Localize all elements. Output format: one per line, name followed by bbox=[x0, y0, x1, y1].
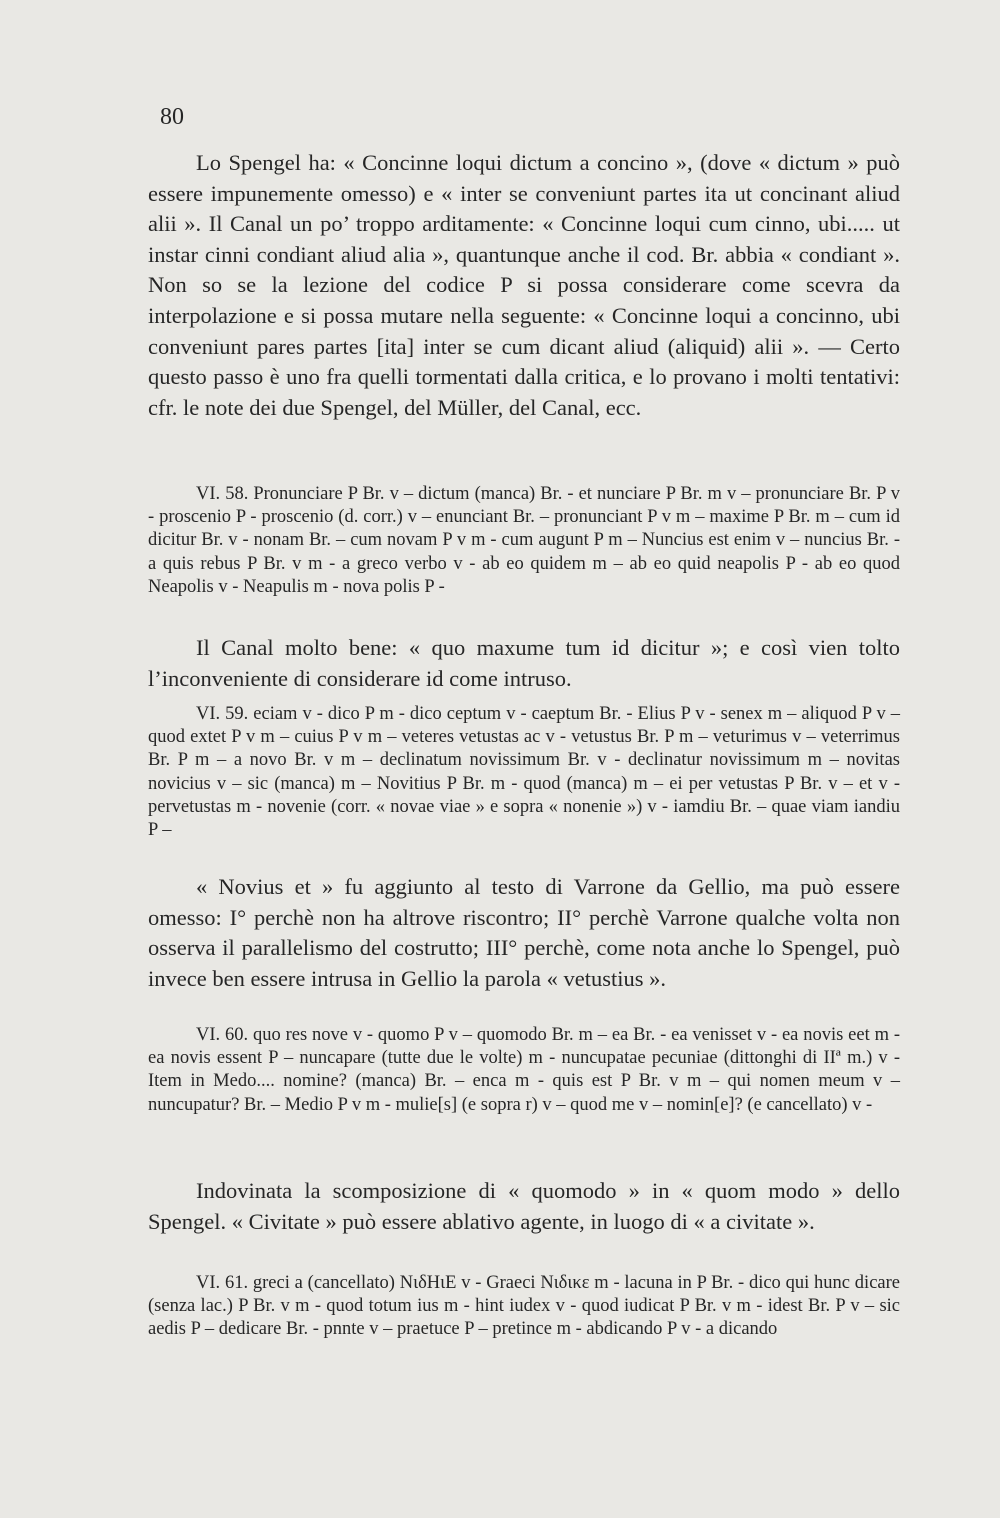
paragraph-text: Il Canal molto bene: « quo maxume tum id dicitur »; e così vien tolto l’inconveniente di considerare id come intruso. bbox=[148, 635, 900, 691]
apparatus-vi-59 bbox=[148, 703, 900, 842]
apparatus-text: VI. 58. Pronunciare P Br. v – dictum (manca) Br. - et nunciare P Br. m v – pronunciare Br. P v - proscenio P - proscenio (d. corr.) v – enunciant Br. – pronunciant P v m – maxime P Br. m – cum id dicitur Br. v - nonam Br. – cum novam P v m - cum augunt P m – Nuncius est enim v – nuncius Br. - a quis rebus P Br. v m - a greco verbo v - ab eo quidem m – ab eo quid neapolis P - ab eo quod Neapolis v - Neapulis m - nova polis P - bbox=[148, 484, 900, 597]
apparatus-text: VI. 59. eciam v - dico P m - dico ceptum v - caeptum Br. - Elius P v - senex m – aliquod P v – quod extet P v m – cuius P v m – veteres vetustas ac v - vetustus Br. P m – veturimus v – veterrimus Br. P m – a novo Br. v m – declinatum novissimum Br. v - declinatur novissimum m – novitas novicius v – sic (manca) m – Novitius P Br. m - quod (manca) m – ei per vetustas P Br. v – et v - pervetustas m - novenie (corr. « novae viae » e sopra « nonenie ») v - iamdiu Br. – quae viam iandiu P – bbox=[148, 704, 900, 841]
paragraph-quomodo bbox=[148, 1176, 900, 1237]
paragraph-novius bbox=[148, 872, 900, 994]
page-number: 80 bbox=[160, 104, 184, 130]
apparatus-text: VI. 61. greci a (cancellato) ΝιδΗιΕ v - Graeci Νιδικε m - lacuna in P Br. - dico qui hunc dicare (senza lac.) P Br. v m - quod totum ius m - hint iudex v - quod iudicat P Br. v m - idest Br. P v – sic aedis P – dedicare Br. - pnnte v – praetuce P – pretince m - abdicando P v - a dicando bbox=[148, 1273, 900, 1340]
paragraph-text: Lo Spengel ha: « Concinne loqui dictum a concino », (dove « dictum » può essere impunemente omesso) e « inter se conveniunt partes ita ut concinant aliud alii ». Il Canal un po’ troppo arditamente: « Concinne loqui cum cinno, ubi..... ut instar cinni condiant aliud alia », quantunque anche il cod. Br. abbia « condiant ». Non so se la lezione del codice P si possa considerare come scevra da interpolazione e si possa mutare nella seguente: « Concinne loqui a concinno, ubi conveniunt pares partes [ita] inter se cum dicant aliud (aliquid) alii ». — Certo questo passo è uno fra quelli tormentati dalla critica, e lo provano i molti tentativi: cfr. le note dei due Spengel, del Müller, del Canal, ecc. bbox=[148, 150, 900, 420]
paragraph-text: « Novius et » fu aggiunto al testo di Varrone da Gellio, ma può essere omesso: I° perchè non ha altrove riscontro; II° perchè Varrone qualche volta non osserva il parallelismo del costrutto; III° perchè, come nota anche lo Spengel, può invece ben essere intrusa in Gellio la parola « vetustius ». bbox=[148, 874, 900, 991]
apparatus-vi-60 bbox=[148, 1024, 900, 1117]
paragraph-text: Indovinata la scomposizione di « quomodo » in « quom modo » dello Spengel. « Civitate » può essere ablativo agente, in luogo di « a civitate ». bbox=[148, 1178, 900, 1234]
apparatus-vi-58 bbox=[148, 483, 900, 599]
paragraph-canal bbox=[148, 633, 900, 694]
apparatus-text: VI. 60. quo res nove v - quomo P v – quomodo Br. m – ea Br. - ea venisset v - ea novis eet m - ea novis essent P – nuncapare (tutte due le volte) m - nuncupatae pecuniae (dittonghi di IIª m.) v - Item in Medo.... nomine? (manca) Br. – enca m - quis est P Br. v m – qui nomen meum v – nuncupatur? Br. – Medio P v m - mulie[s] (e sopra r) v – quod me v – nomin[e]? (e cancellato) v - bbox=[148, 1025, 900, 1115]
apparatus-vi-61 bbox=[148, 1272, 900, 1342]
paragraph-spengel bbox=[148, 148, 900, 423]
